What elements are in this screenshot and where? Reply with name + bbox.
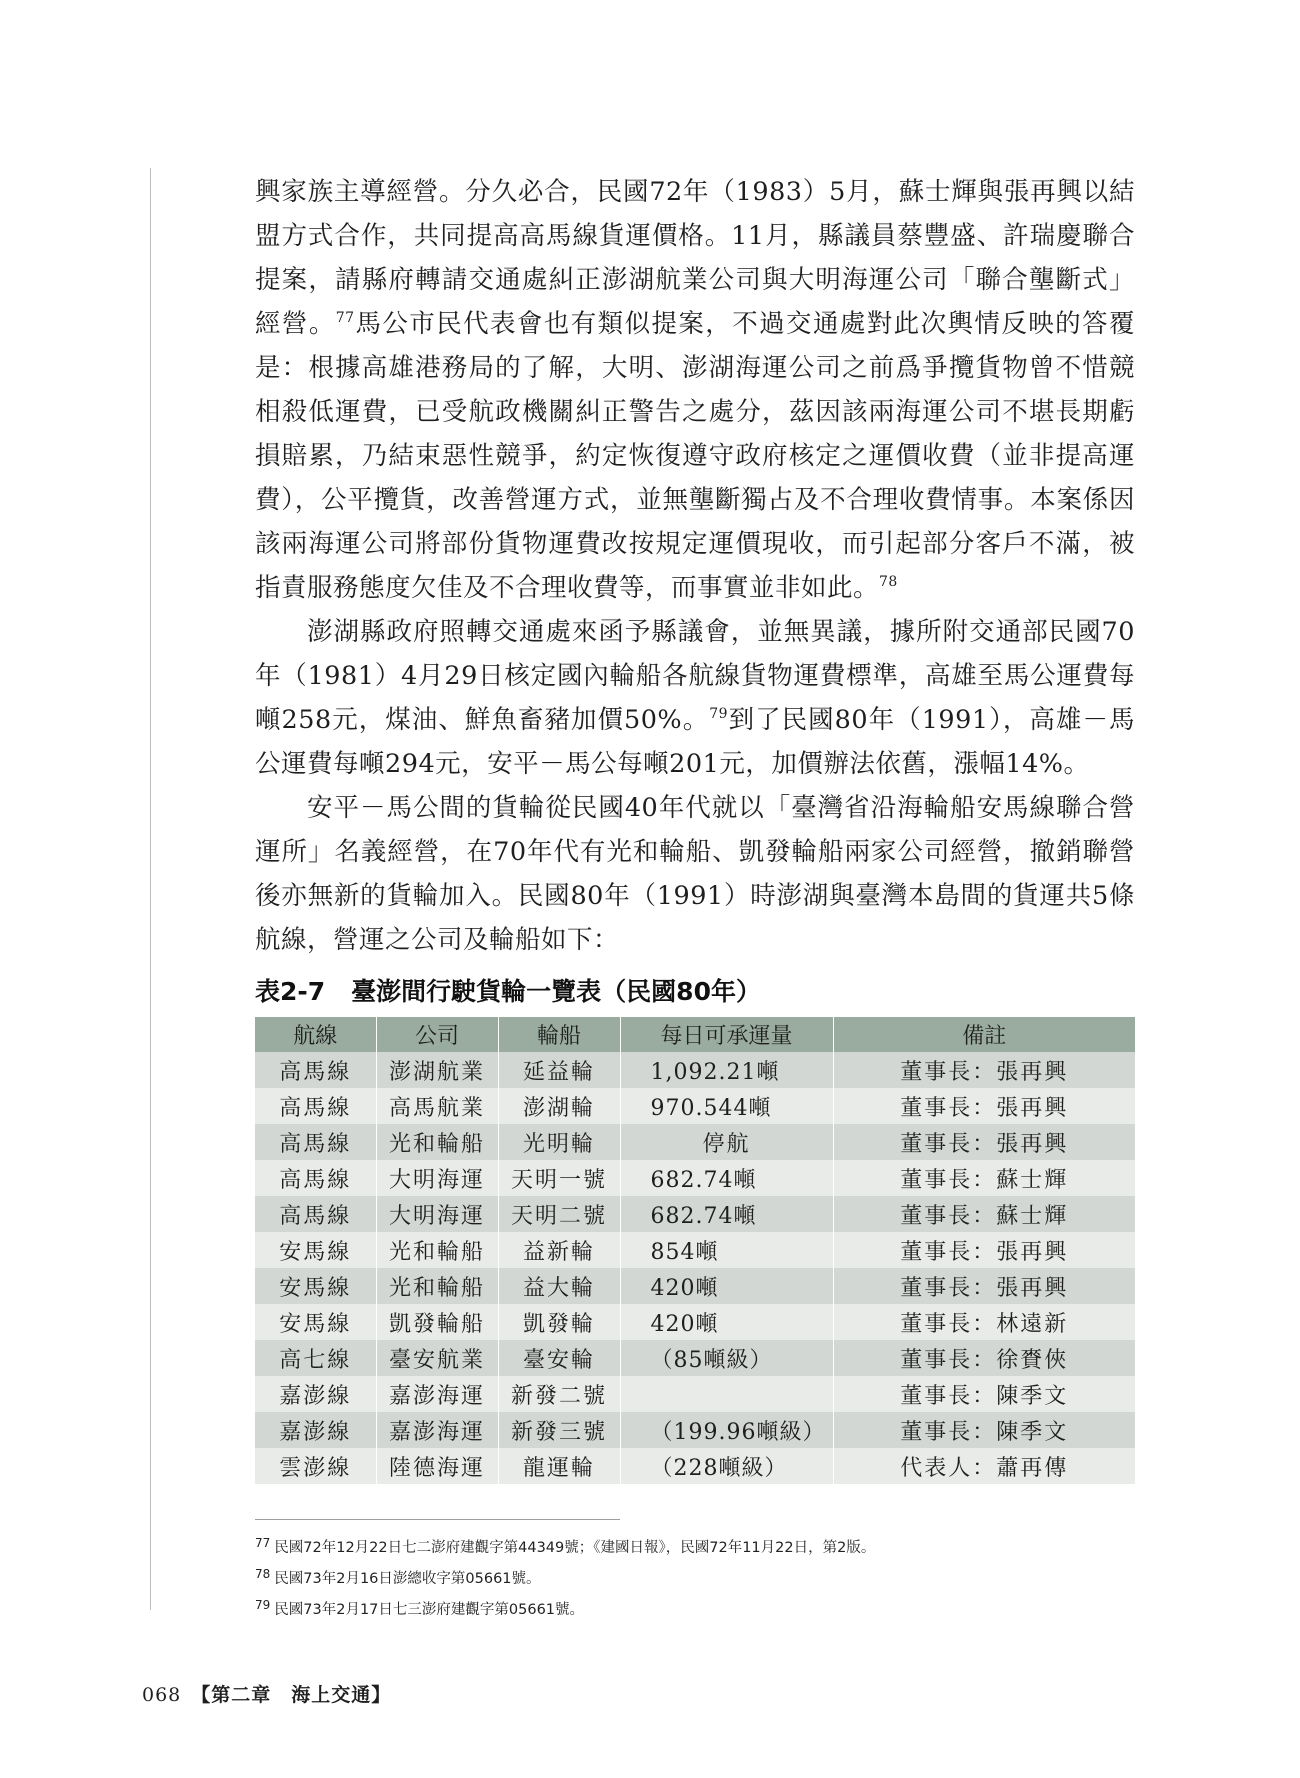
- chapter-title: 【第二章 海上交通】: [191, 1684, 392, 1706]
- cell-route: 嘉澎線: [255, 1376, 376, 1412]
- footnote-text: 民國73年2月17日七三澎府建觀字第05661號。: [274, 1602, 585, 1618]
- cell-company: 嘉澎海運: [376, 1376, 498, 1412]
- paragraph-text: 到了民國80年（1991），高雄－馬公運費每噸294元，安平－馬公每噸201元，加價辦法依舊，漲幅14%。: [255, 705, 1135, 779]
- cell-company: 高馬航業: [376, 1088, 498, 1124]
- table-row: [255, 1088, 1135, 1124]
- footnote-78: [255, 1561, 1135, 1592]
- cell-remarks: 代表人：蕭再傳: [833, 1448, 1135, 1484]
- cell-route: 高七線: [255, 1340, 376, 1376]
- cargo-ship-table-wrap: [255, 1017, 1135, 1484]
- cell-remarks: 董事長：徐賚俠: [833, 1340, 1135, 1376]
- cell-route: 高馬線: [255, 1052, 376, 1088]
- table-row: [255, 1304, 1135, 1340]
- table-row: [255, 1052, 1135, 1088]
- header-company: 公司: [376, 1017, 498, 1052]
- paragraph-3: [255, 786, 1135, 962]
- cell-ship: 天明一號: [498, 1160, 620, 1196]
- cell-route: 高馬線: [255, 1160, 376, 1196]
- cell-daily-capacity: [620, 1376, 833, 1412]
- cell-route: 高馬線: [255, 1088, 376, 1124]
- cell-company: 凱發輪船: [376, 1304, 498, 1340]
- table-row: [255, 1232, 1135, 1268]
- cell-route: 安馬線: [255, 1232, 376, 1268]
- table-row: [255, 1412, 1135, 1448]
- footnote-77: [255, 1530, 1135, 1561]
- cell-remarks: 董事長：張再興: [833, 1268, 1135, 1304]
- page-number: 068: [142, 1684, 182, 1706]
- cell-daily-capacity: 970.544噸: [620, 1088, 833, 1124]
- paragraph-text: 澎湖縣政府照轉交通處來函予縣議會，並無異議，據所附交通部民國70年（1981）4月29日核定國內輪船各航線貨物運費標準，高雄至馬公運費每噸258元，煤油、鮮魚畜豬加價50%。: [255, 617, 1135, 735]
- cell-company: 澎湖航業: [376, 1052, 498, 1088]
- footnote-text: 民國72年12月22日七二澎府建觀字第44349號；《建國日報》，民國72年11月22日，第2版。: [274, 1540, 876, 1556]
- cell-company: 光和輪船: [376, 1124, 498, 1160]
- cell-remarks: 董事長：張再興: [833, 1052, 1135, 1088]
- margin-rule: [150, 168, 151, 1610]
- paragraph-1: [255, 170, 1135, 610]
- cargo-ship-table: [255, 1017, 1135, 1484]
- cell-route: 安馬線: [255, 1268, 376, 1304]
- cell-route: 安馬線: [255, 1304, 376, 1340]
- cell-ship: 凱發輪: [498, 1304, 620, 1340]
- cell-daily-capacity: （85噸級）: [620, 1340, 833, 1376]
- paragraph-text: 安平－馬公間的貨輪從民國40年代就以「臺灣省沿海輪船安馬線聯合營運所」名義經營，在70年代有光和輪船、凱發輪船兩家公司經營，撤銷聯營後亦無新的貨輪加入。民國80年（1991）時澎湖與臺灣本島間的貨運共5條航線，營運之公司及輪船如下：: [255, 793, 1135, 955]
- paragraph-2: [255, 610, 1135, 786]
- cell-ship: 益新輪: [498, 1232, 620, 1268]
- cell-daily-capacity: 420噸: [620, 1304, 833, 1340]
- cell-daily-capacity: 420噸: [620, 1268, 833, 1304]
- header-remarks: 備註: [833, 1017, 1135, 1052]
- cell-daily-capacity: （199.96噸級）: [620, 1412, 833, 1448]
- table-row: [255, 1124, 1135, 1160]
- cell-ship: 新發二號: [498, 1376, 620, 1412]
- cell-daily-capacity: 1,092.21噸: [620, 1052, 833, 1088]
- footnote-rule: [255, 1519, 620, 1520]
- cell-ship: 天明二號: [498, 1196, 620, 1232]
- footnote-ref-79: 79: [709, 706, 729, 722]
- footnote-79: [255, 1592, 1135, 1623]
- cell-ship: 延益輪: [498, 1052, 620, 1088]
- cell-remarks: 董事長：陳季文: [833, 1412, 1135, 1448]
- cell-ship: 益大輪: [498, 1268, 620, 1304]
- cell-daily-capacity: （228噸級）: [620, 1448, 833, 1484]
- table-number: 表2-7: [255, 977, 326, 1006]
- cell-company: 臺安航業: [376, 1340, 498, 1376]
- header-ship: 輪船: [498, 1017, 620, 1052]
- cell-route: 雲澎線: [255, 1448, 376, 1484]
- table-row: [255, 1376, 1135, 1412]
- cell-company: 陸德海運: [376, 1448, 498, 1484]
- cell-ship: 臺安輪: [498, 1340, 620, 1376]
- cell-remarks: 董事長：張再興: [833, 1232, 1135, 1268]
- table-caption: [255, 972, 761, 1008]
- table-body: [255, 1052, 1135, 1484]
- table-title: 臺澎間行駛貨輪一覽表（民國80年）: [351, 977, 761, 1006]
- footnote-number: 78: [255, 1567, 271, 1581]
- cell-remarks: 董事長：蘇士輝: [833, 1160, 1135, 1196]
- cell-daily-capacity: 682.74噸: [620, 1196, 833, 1232]
- paragraph-text: 興家族主導經營。分久必合，民國72年（1983）5月，蘇士輝與張再興以結盟方式合作，共同提高高馬線貨運價格。11月，縣議員蔡豐盛、許瑞慶聯合提案，請縣府轉請交通處糾正澎湖航業公司與大明海運公司「聯合壟斷式」經營。: [255, 177, 1135, 339]
- footnote-ref-78: 78: [879, 574, 898, 590]
- cell-remarks: 董事長：陳季文: [833, 1376, 1135, 1412]
- cell-ship: 新發三號: [498, 1412, 620, 1448]
- footnotes: [255, 1530, 1135, 1623]
- footnote-text: 民國73年2月16日澎總收字第05661號。: [274, 1571, 541, 1587]
- footnote-ref-77: 77: [335, 310, 355, 326]
- cell-remarks: 董事長：張再興: [833, 1124, 1135, 1160]
- header-daily-capacity: 每日可承運量: [620, 1017, 833, 1052]
- paragraph-text: 馬公市民代表會也有類似提案，不過交通處對此次輿情反映的答覆是：根據高雄港務局的了解，大明、澎湖海運公司之前爲爭攬貨物曾不惜競相殺低運費，已受航政機關糾正警告之處分，茲因該兩海運公司不堪長期虧損賠累，乃結束惡性競爭，約定恢復遵守政府核定之運價收費（並非提高運費），公平攬貨，改善營運方式，並無壟斷獨占及不合理收費情事。本案係因該兩海運公司將部份貨物運費改按規定運價現收，而引起部分客戶不滿，被指責服務態度欠佳及不合理收費等，而事實並非如此。: [255, 309, 1135, 603]
- table-row: [255, 1448, 1135, 1484]
- page-footer: [142, 1680, 391, 1707]
- cell-remarks: 董事長：林遠新: [833, 1304, 1135, 1340]
- cell-company: 嘉澎海運: [376, 1412, 498, 1448]
- cell-ship: 光明輪: [498, 1124, 620, 1160]
- table-row: [255, 1340, 1135, 1376]
- cell-daily-capacity: 停航: [620, 1124, 833, 1160]
- body-text: [255, 170, 1135, 962]
- table-header-row: [255, 1017, 1135, 1052]
- cell-company: 大明海運: [376, 1196, 498, 1232]
- table-row: [255, 1160, 1135, 1196]
- footnote-number: 77: [255, 1536, 271, 1550]
- cell-company: 光和輪船: [376, 1232, 498, 1268]
- header-route: 航線: [255, 1017, 376, 1052]
- cell-company: 大明海運: [376, 1160, 498, 1196]
- table-row: [255, 1196, 1135, 1232]
- table-row: [255, 1268, 1135, 1304]
- cell-ship: 澎湖輪: [498, 1088, 620, 1124]
- cell-remarks: 董事長：張再興: [833, 1088, 1135, 1124]
- cell-route: 嘉澎線: [255, 1412, 376, 1448]
- cell-company: 光和輪船: [376, 1268, 498, 1304]
- footnote-number: 79: [255, 1598, 271, 1612]
- cell-ship: 龍運輪: [498, 1448, 620, 1484]
- cell-route: 高馬線: [255, 1196, 376, 1232]
- cell-route: 高馬線: [255, 1124, 376, 1160]
- cell-remarks: 董事長：蘇士輝: [833, 1196, 1135, 1232]
- cell-daily-capacity: 854噸: [620, 1232, 833, 1268]
- cell-daily-capacity: 682.74噸: [620, 1160, 833, 1196]
